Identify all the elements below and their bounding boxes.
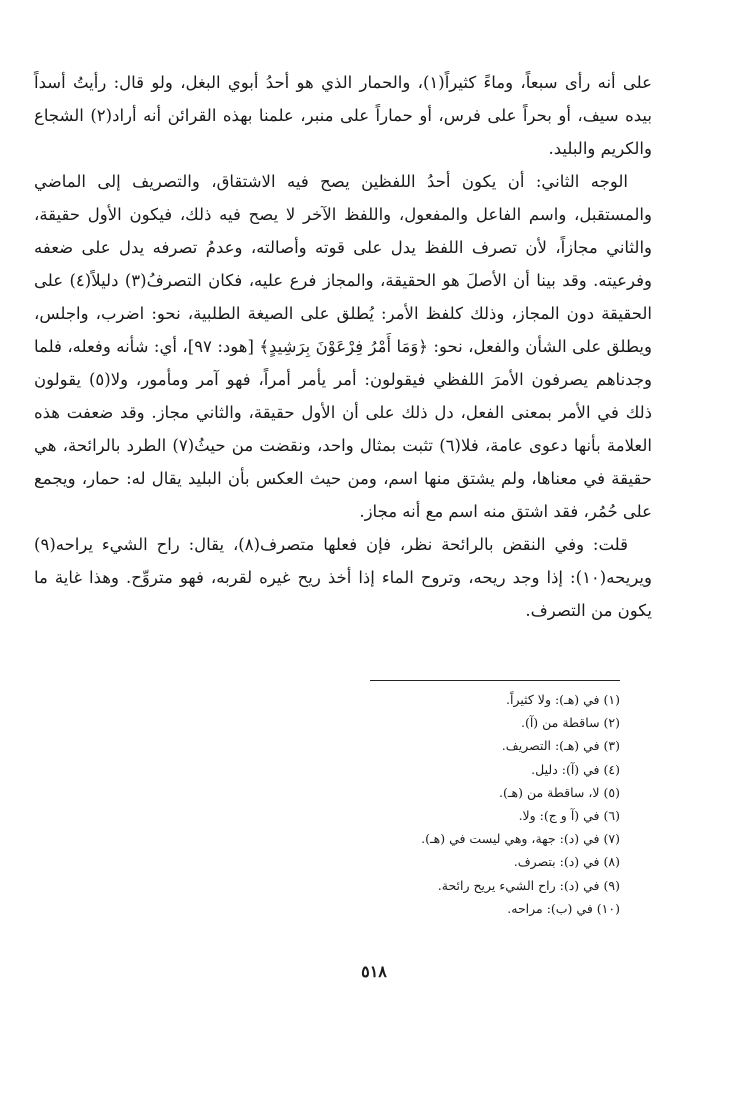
footnote: (٩) في (د): راح الشيء يريح رائحة. bbox=[437, 877, 620, 893]
footnote: (٢) ساقطة من (آ). bbox=[520, 715, 620, 731]
footnote: (١٠) في (ب): مراحه. bbox=[507, 900, 620, 916]
paragraph-3: قلت: وفي النقض بالرائحة نظر، فإن فعلها متصرف(٨)، يقال: راح الشيء يراحه(٩) ويريحه(١٠): إذا وجد ريحه، وتروح الماء إذا أخذ ريح غيره لقربه، فهو متروِّح. وهذا غاية ما يكون من التصرف. bbox=[34, 535, 652, 620]
footnote: (٥) لا، ساقطة من (هـ). bbox=[499, 784, 620, 800]
main-text bbox=[34, 66, 652, 627]
paragraph-2: الوجه الثاني: أن يكون أحدُ اللفظين يصح فيه الاشتقاق، والتصريف إلى الماضي والمستقبل، واسم الفاعل والمفعول، واللفظ الآخر لا يصح فيه ذلك، فيكون الأول حقيقة، والثاني مجازاً، لأن تصرف اللفظ يدل على قوته وأصالته، وعدمُ تصرفه يدل على ضعفه وفرعيته. وقد بينا أن الأصلَ هو الحقيقة، والمجاز فرع عليه، فكان التصرفُ(٣) دليلاً(٤) على الحقيقة دون المجاز، وذلك كلفظ الأمر: يُطلق على الصيغة الطلبية، نحو: اضرب، واجلس، ويطلق على الشأن والفعل، نحو: ﴿وَمَا أَمْرُ فِرْعَوْنَ بِرَشِيدٍ﴾ [هود: ٩٧]، أي: شأنه وفعله، فلما وجدناهم يصرفون الأمرَ اللفظي فيقولون: أمر يأمر أمراً، فهو آمر ومأمور، ولا(٥) يقولون ذلك في الأمر بمعنى الفعل، دل ذلك على أن الأول حقيقة، والثاني مجاز. وقد ضعفت هذه العلامة بأنها دعوى عامة، فلا(٦) تثبت بمثال واحد، ونقضت من حيثُ(٧) الطرد بالرائحة، هي حقيقة في معناها، ولم يشتق منها اسم، ومن حيث العكس بأن البليد يقال له: حمار، ويجمع على حُمُر، فقد اشتق منه اسم مع أنه مجاز. bbox=[34, 172, 652, 521]
footnote-divider bbox=[370, 680, 620, 681]
footnote: (٣) في (هـ): التصريف. bbox=[501, 738, 620, 754]
footnote: (٦) في (آ و ج): ولا. bbox=[518, 808, 620, 824]
footnote: (٨) في (د): بتصرف. bbox=[513, 854, 620, 870]
footnotes-list bbox=[240, 688, 620, 920]
footnote: (٤) في (آ): دليل. bbox=[531, 761, 620, 777]
footnote: (١) في (هـ): ولا كثيراً. bbox=[506, 692, 620, 707]
paragraph-1: على أنه رأى سبعاً، وماءً كثيراً(١)، والحمار الذي هو أحدُ أبوي البغل، ولو قال: رأيتُ أسداً بيده سيف، أو بحراً على فرس، أو حماراً على منبر، علمنا بهذه القرائن أنه أراد(٢) الشجاع والكريم والبليد. bbox=[34, 73, 652, 158]
footnote: (٧) في (د): جهة، وهي ليست في (هـ). bbox=[421, 831, 620, 847]
page-number: ٥١٨ bbox=[361, 962, 387, 981]
